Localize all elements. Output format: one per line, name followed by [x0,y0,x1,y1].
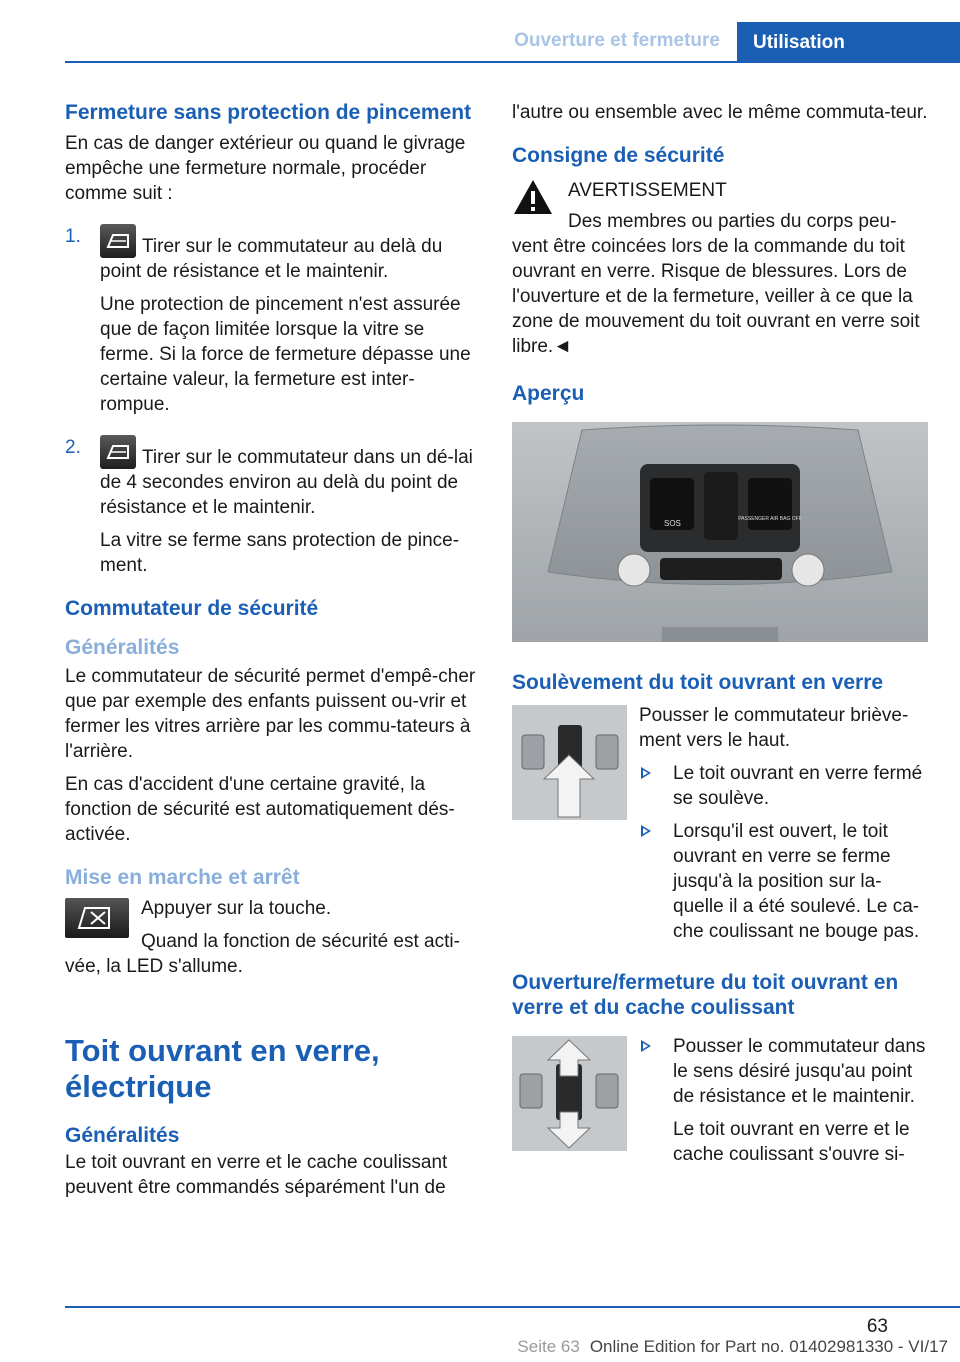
step-1-number: 1. [65,226,81,247]
heading-apercu: Aperçu [512,382,585,405]
heading-ouverture: Ouverture/fermeture du toit ouvrant en verre et du cache coulissant [512,971,899,1019]
heading-generalites-toit: Généralités [65,1124,180,1147]
heading-soulevement: Soulèvement du toit ouvrant en verre [512,671,884,694]
step-2 [65,435,480,578]
heading-generalites: Généralités [65,636,180,659]
bullet-triangle-icon [641,1040,651,1052]
window-switch-icon [100,435,136,469]
footer-rule [65,1306,960,1308]
bullet-triangle-icon [641,767,651,779]
bullet-3: Pousser le commutateur dans le sens désiré jusqu'au point de résistance et le maintenir. Le toit ouvrant en verre et le cache coulissant s'ouvre si- [639,1034,930,1167]
heading-toit-ouvrant: Toit ouvrant en verre, électrique [65,1033,380,1104]
generalites-paragraph-2: En cas d'accident d'une certaine gravité, la fonction de sécurité est automatiquement dés-activée. [65,774,455,845]
step-2-number: 2. [65,437,81,458]
heading-consigne: Consigne de sécurité [512,144,725,167]
bullet-3-note: Le toit ouvrant en verre et le cache coulissant s'ouvre si- [673,1119,910,1165]
child-lock-switch-icon [65,898,129,938]
airbag-label: PASSENGER AIR BAG OFF [738,516,802,522]
warning-text: Des membres ou parties du corps peu-vent être coincées lors de la commande du toit ouvrant en verre. Risque de blessures. Lors de l'ouverture et de la fermeture, veiller à ce que la zone de mouvement du toit ouvrant en verre soit libre.◄ [512,211,920,357]
watermark: Seite 63 [517,1337,580,1356]
edition-text: Online Edition for Part no. 01402981330 - VI/17 [589,1337,948,1356]
step-2-text: Tirer sur le commutateur dans un dé-lai de 4 secondes environ au delà du point de résistance et le maintenir. [100,447,473,518]
slide-switch-photo [512,1036,627,1151]
appuyer-text: Appuyer sur la touche. [141,898,332,919]
generalites-paragraph-1: Le commutateur de sécurité permet d'empê-cher que par exemple des enfants puissent ou-vrir et fermer les vitres arrière par les commu-tateurs à l'arrière. [65,666,476,762]
tilt-switch-photo [512,705,627,820]
overhead-console-photo [512,422,928,642]
step-1-note: Une protection de pincement n'est assurée que de façon limitée lorsque la vitre se ferme. Si la force de fermeture dépasse une certaine valeur, la fermeture est inter-rompue. [100,294,471,415]
continued-paragraph: l'autre ou ensemble avec le même commuta-teur. [512,102,928,123]
warning-triangle-icon [512,178,554,216]
heading-marche-arret: Mise en marche et arrêt [65,866,300,889]
heading-pincement: Fermeture sans protection de pincement [65,101,472,124]
pousser-text: Pousser le commutateur briève-ment vers le haut. [639,705,909,751]
led-text: Quand la fonction de sécurité est acti-vée, la LED s'allume. [65,931,460,977]
bullet-2: Lorsqu'il est ouvert, le toit ouvrant en verre se ferme jusqu'à la position sur la-quelle il a été soulevé. Le ca-che coulissant ne bouge pas. [639,819,930,944]
step-2-note: La vitre se ferme sans protection de pince-ment. [100,530,460,576]
step-1-text: Tirer sur le commutateur au delà du point de résistance et le maintenir. [100,236,443,282]
edition-footer [0,1337,948,1357]
right-column [512,100,930,1175]
header-rule [65,61,960,63]
bullet-1: Le toit ouvrant en verre fermé se soulève. [639,761,930,811]
intro-paragraph: En cas de danger extérieur ou quand le givrage empêche une fermeture normale, procéder comme suit : [65,133,466,204]
header-section: Ouverture et fermeture [514,30,720,51]
bullet-triangle-icon [641,825,651,837]
step-1 [65,224,480,417]
warning-label: AVERTISSEMENT [568,180,727,201]
sos-label: SOS [664,519,681,528]
header-chapter-tab: Utilisation [737,22,960,62]
heading-commutateur: Commutateur de sécurité [65,597,319,620]
left-column [65,100,480,1208]
toit-paragraph: Le toit ouvrant en verre et le cache coulissant peuvent être commandés séparément l'un de [65,1152,448,1198]
page-number: 63 [866,1316,888,1337]
window-switch-icon [100,224,136,258]
